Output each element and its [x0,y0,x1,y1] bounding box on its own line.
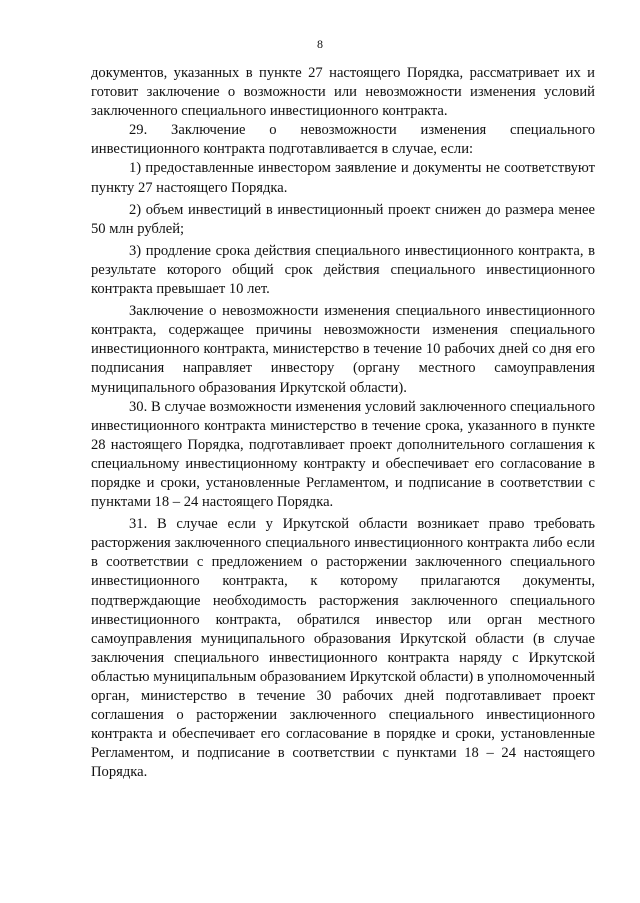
paragraph-29: 29. Заключение о невозможности изменения специального инвестиционного контракта подготавливается в случае, если: [91,122,595,158]
paragraph-continuation: документов, указанных в пункте 27 настоящего Порядка, рассматривает их и готовит заключение о возможности или невозможности изменения условий заключенного специального инвестиционного контракта. [91,65,595,120]
paragraph-29-item-2: 2) объем инвестиций в инвестиционный проект снижен до размера менее 50 млн рублей; [91,201,595,237]
paragraph-30: 30. В случае возможности изменения условий заключенного специального инвестиционного контракта министерство в течение срока, указанного в пункте 28 настоящего Порядка, подготавливает проект дополнительного соглашения к специальному инвестиционному контракту и обеспечивает его согласование в порядке и сроки, установленные Регламентом, и подписание в соответствии с пунктами 18 – 24 настоящего Порядка. [91,398,595,511]
paragraph-31: 31. В случае если у Иркутской области возникает право требовать расторжения заключенного специального инвестиционного контракта либо если в соответствии с предложением о расторжении заключенного специального инвестиционного контракта, к которому прилагаются документы, подтверждающие необходимость расторжения заключенного специального инвестиционного контракта, обратился инвестор или орган местного самоуправления муниципального образования Иркутской области (в случае заключения специального инвестиционного контракта наряду с Иркутской областью муниципальным образованием Иркутской области) в уполномоченный орган, министерство в течение 30 рабочих дней подготавливает проект соглашения о расторжении заключенного специального инвестиционного контракта и обеспечивает его согласование в порядке и сроки, установленные Регламентом, и подписание в соответствии с пунктами 18 – 24 настоящего Порядка. [91,516,595,781]
page-number: 8 [317,37,323,51]
document-body [91,64,595,782]
paragraph-29-item-3: 3) продление срока действия специального инвестиционного контракта, в результате которого общий срок действия специального инвестиционного контракта превышает 10 лет. [91,242,595,298]
paragraph-29-item-1: 1) предоставленные инвестором заявление и документы не соответствуют пункту 27 настоящего Порядка. [91,160,595,196]
paragraph-conclusion: Заключение о невозможности изменения специального инвестиционного контракта, содержащее причины невозможности изменения специального инвестиционного контракта, министерство в течение 10 рабочих дней со дня его подписания направляет инвестору (органу местного самоуправления муниципального образования Иркутской области). [91,303,595,396]
